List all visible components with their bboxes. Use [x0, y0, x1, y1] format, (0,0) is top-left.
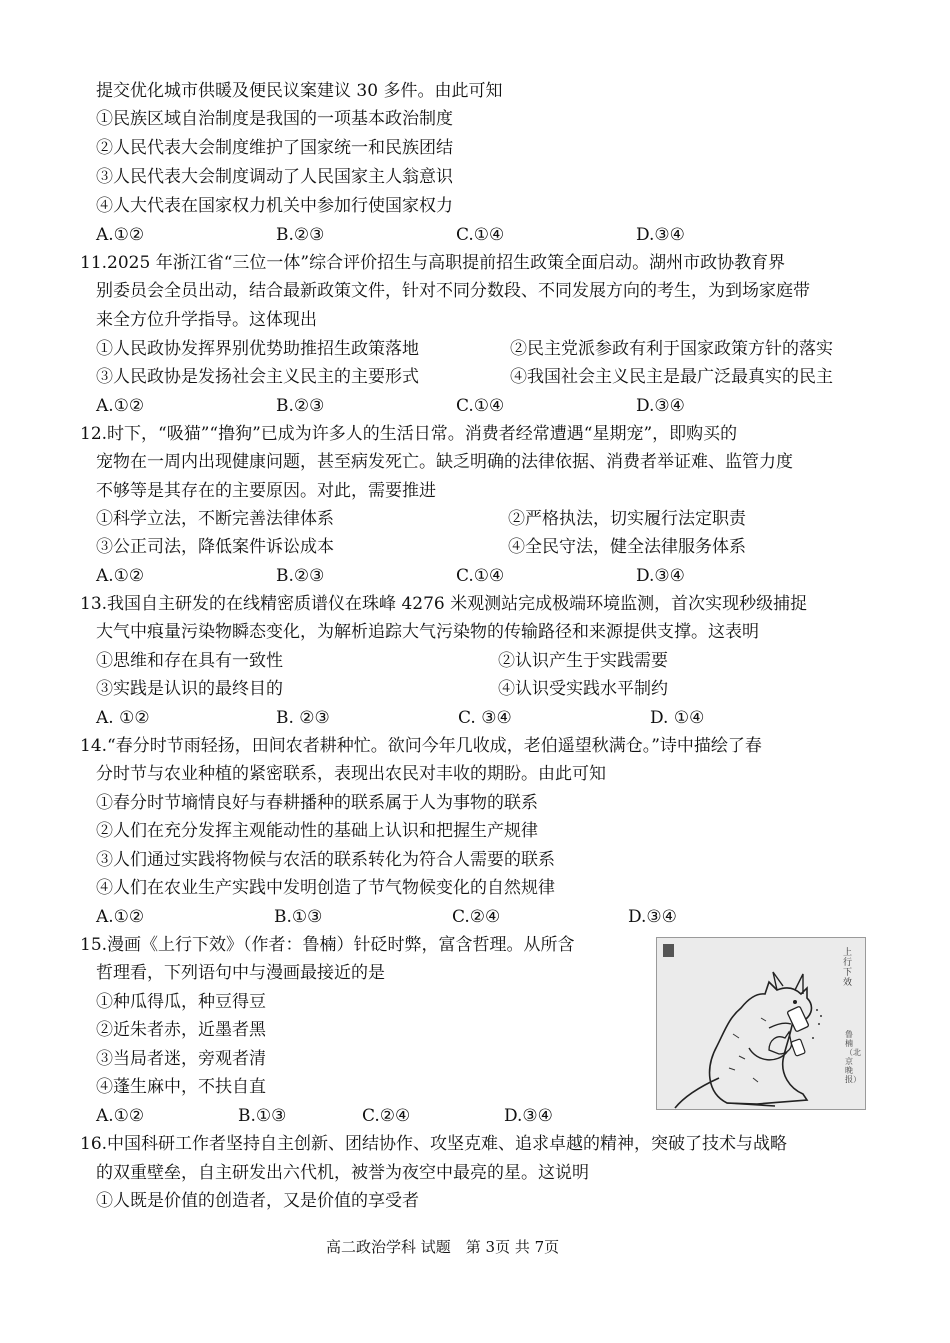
q14-option-c: C.②④ — [452, 907, 501, 927]
q13-stem-line-2: 大气中痕量污染物瞬态变化，为解析追踪大气污染物的传输路径和来源提供支撑。这表明 — [96, 622, 759, 642]
q10-statement-4: ④人大代表在国家权力机关中参加行使国家权力 — [96, 196, 453, 216]
q12-statement-4: ④全民守法，健全法律服务体系 — [508, 537, 746, 557]
q16-statement-1: ①人既是价值的创造者，又是价值的享受者 — [96, 1191, 419, 1211]
q15-option-b: B.①③ — [238, 1106, 287, 1126]
q15-option-c: C.②④ — [362, 1106, 411, 1126]
cartoon-illustration — [656, 937, 866, 1110]
q10-statement-3: ③人民代表大会制度调动了人民国家主人翁意识 — [96, 167, 453, 187]
q12-option-a: A.①② — [96, 566, 145, 586]
q10-statement-1: ①民族区域自治制度是我国的一项基本政治制度 — [96, 109, 453, 129]
q12-option-b: B.②③ — [276, 566, 325, 586]
q15-stem-line-2: 哲理看，下列语句中与漫画最接近的是 — [96, 963, 385, 983]
q11-statement-1: ①人民政协发挥界别优势助推招生政策落地 — [96, 339, 419, 359]
q15-statement-2: ②近朱者赤，近墨者黑 — [96, 1020, 266, 1040]
q13-statement-2: ②认识产生于实践需要 — [498, 651, 668, 671]
q12-statement-1: ①科学立法，不断完善法律体系 — [96, 509, 334, 529]
q14-statement-3: ③人们通过实践将物候与农活的联系转化为符合人需要的联系 — [96, 850, 555, 870]
q13-statement-3: ③实践是认识的最终目的 — [96, 679, 283, 699]
q15-stem-line-1: 15.漫画《上行下效》（作者：鲁楠）针砭时弊，富含哲理。从所含 — [80, 935, 575, 955]
cartoon-drawing — [657, 938, 867, 1111]
q12-statement-3: ③公正司法，降低案件诉讼成本 — [96, 537, 334, 557]
q11-statement-2: ②民主党派参政有利于国家政策方针的落实 — [510, 339, 833, 359]
q12-statement-2: ②严格执法，切实履行法定职责 — [508, 509, 746, 529]
q13-stem-line-1: 13.我国自主研发的在线精密质谱仪在珠峰 4276 米观测站完成极端环境监测，首次实现秒级捕捉 — [80, 594, 808, 614]
q13-option-a: A. ①② — [96, 708, 150, 728]
cartoon-credit: 鲁 楠（北京晚报） — [845, 1030, 861, 1084]
q10-option-d: D.③④ — [636, 225, 685, 245]
q11-stem-line-1: 11.2025 年浙江省“三位一体”综合评价招生与高职提前招生政策全面启动。湖州市政协教育界 — [80, 253, 786, 273]
q11-stem-line-2: 别委员会全员出动，结合最新政策文件，针对不同分数段、不同发展方向的考生，为到场家庭带 — [96, 281, 810, 301]
q14-statement-1: ①春分时节墒情良好与春耕播种的联系属于人为事物的联系 — [96, 793, 538, 813]
q14-statement-2: ②人们在充分发挥主观能动性的基础上认识和把握生产规律 — [96, 821, 538, 841]
q10-option-b: B.②③ — [276, 225, 325, 245]
q15-option-d: D.③④ — [504, 1106, 553, 1126]
q11-statement-3: ③人民政协是发扬社会主义民主的主要形式 — [96, 367, 419, 387]
q14-statement-4: ④人们在农业生产实践中发明创造了节气物候变化的自然规律 — [96, 878, 555, 898]
q11-option-b: B.②③ — [276, 396, 325, 416]
q15-statement-3: ③当局者迷，旁观者清 — [96, 1049, 266, 1069]
q15-statement-4: ④蓬生麻中，不扶自直 — [96, 1077, 266, 1097]
q10-option-a: A.①② — [96, 225, 145, 245]
q13-statement-4: ④认识受实践水平制约 — [498, 679, 668, 699]
q11-stem-line-3: 来全方位升学指导。这体现出 — [96, 310, 317, 330]
q12-stem-line-2: 宠物在一周内出现健康问题，甚至病发死亡。缺乏明确的法律依据、消费者举证难、监管力度 — [96, 452, 793, 472]
page-footer: 高二政治学科 试题 第 3页 共 7页 — [326, 1238, 560, 1256]
q14-stem-line-1: 14.“春分时节雨轻扬，田间农者耕种忙。欲问今年几收成，老伯遥望秋满仓。”诗中描绘了春 — [80, 736, 762, 756]
q10-stem-line: 提交优化城市供暖及便民议案建议 30 多件。由此可知 — [96, 81, 503, 101]
q11-option-d: D.③④ — [636, 396, 685, 416]
q14-option-a: A.①② — [96, 907, 145, 927]
q11-option-a: A.①② — [96, 396, 145, 416]
q14-stem-line-2: 分时节与农业种植的紧密联系，表现出农民对丰收的期盼。由此可知 — [96, 764, 606, 784]
q14-option-d: D.③④ — [628, 907, 677, 927]
seal-stamp — [663, 944, 674, 957]
q10-option-c: C.①④ — [456, 225, 505, 245]
q13-option-d: D. ①④ — [650, 708, 705, 728]
q13-statement-1: ①思维和存在具有一致性 — [96, 651, 283, 671]
q13-option-c: C. ③④ — [458, 708, 512, 728]
q15-option-a: A.①② — [96, 1106, 145, 1126]
q10-statement-2: ②人民代表大会制度维护了国家统一和民族团结 — [96, 138, 453, 158]
q16-stem-line-2: 的双重壁垒，自主研发出六代机，被誉为夜空中最亮的星。这说明 — [96, 1163, 589, 1183]
q12-stem-line-3: 不够等是其存在的主要原因。对此，需要推进 — [96, 481, 436, 501]
q11-statement-4: ④我国社会主义民主是最广泛最真实的民主 — [510, 367, 833, 387]
q12-option-c: C.①④ — [456, 566, 505, 586]
q11-option-c: C.①④ — [456, 396, 505, 416]
q12-stem-line-1: 12.时下，“吸猫”“撸狗”已成为许多人的生活日常。消费者经常遭遇“星期宠”，即购买的 — [80, 424, 738, 444]
cartoon-title: 上行下效 — [843, 948, 853, 988]
q16-stem-line-1: 16.中国科研工作者坚持自主创新、团结协作、攻坚克难、追求卓越的精神，突破了技术与战略 — [80, 1134, 788, 1154]
q14-option-b: B.①③ — [274, 907, 323, 927]
q13-option-b: B. ②③ — [276, 708, 330, 728]
q15-statement-1: ①种瓜得瓜，种豆得豆 — [96, 992, 266, 1012]
q12-option-d: D.③④ — [636, 566, 685, 586]
